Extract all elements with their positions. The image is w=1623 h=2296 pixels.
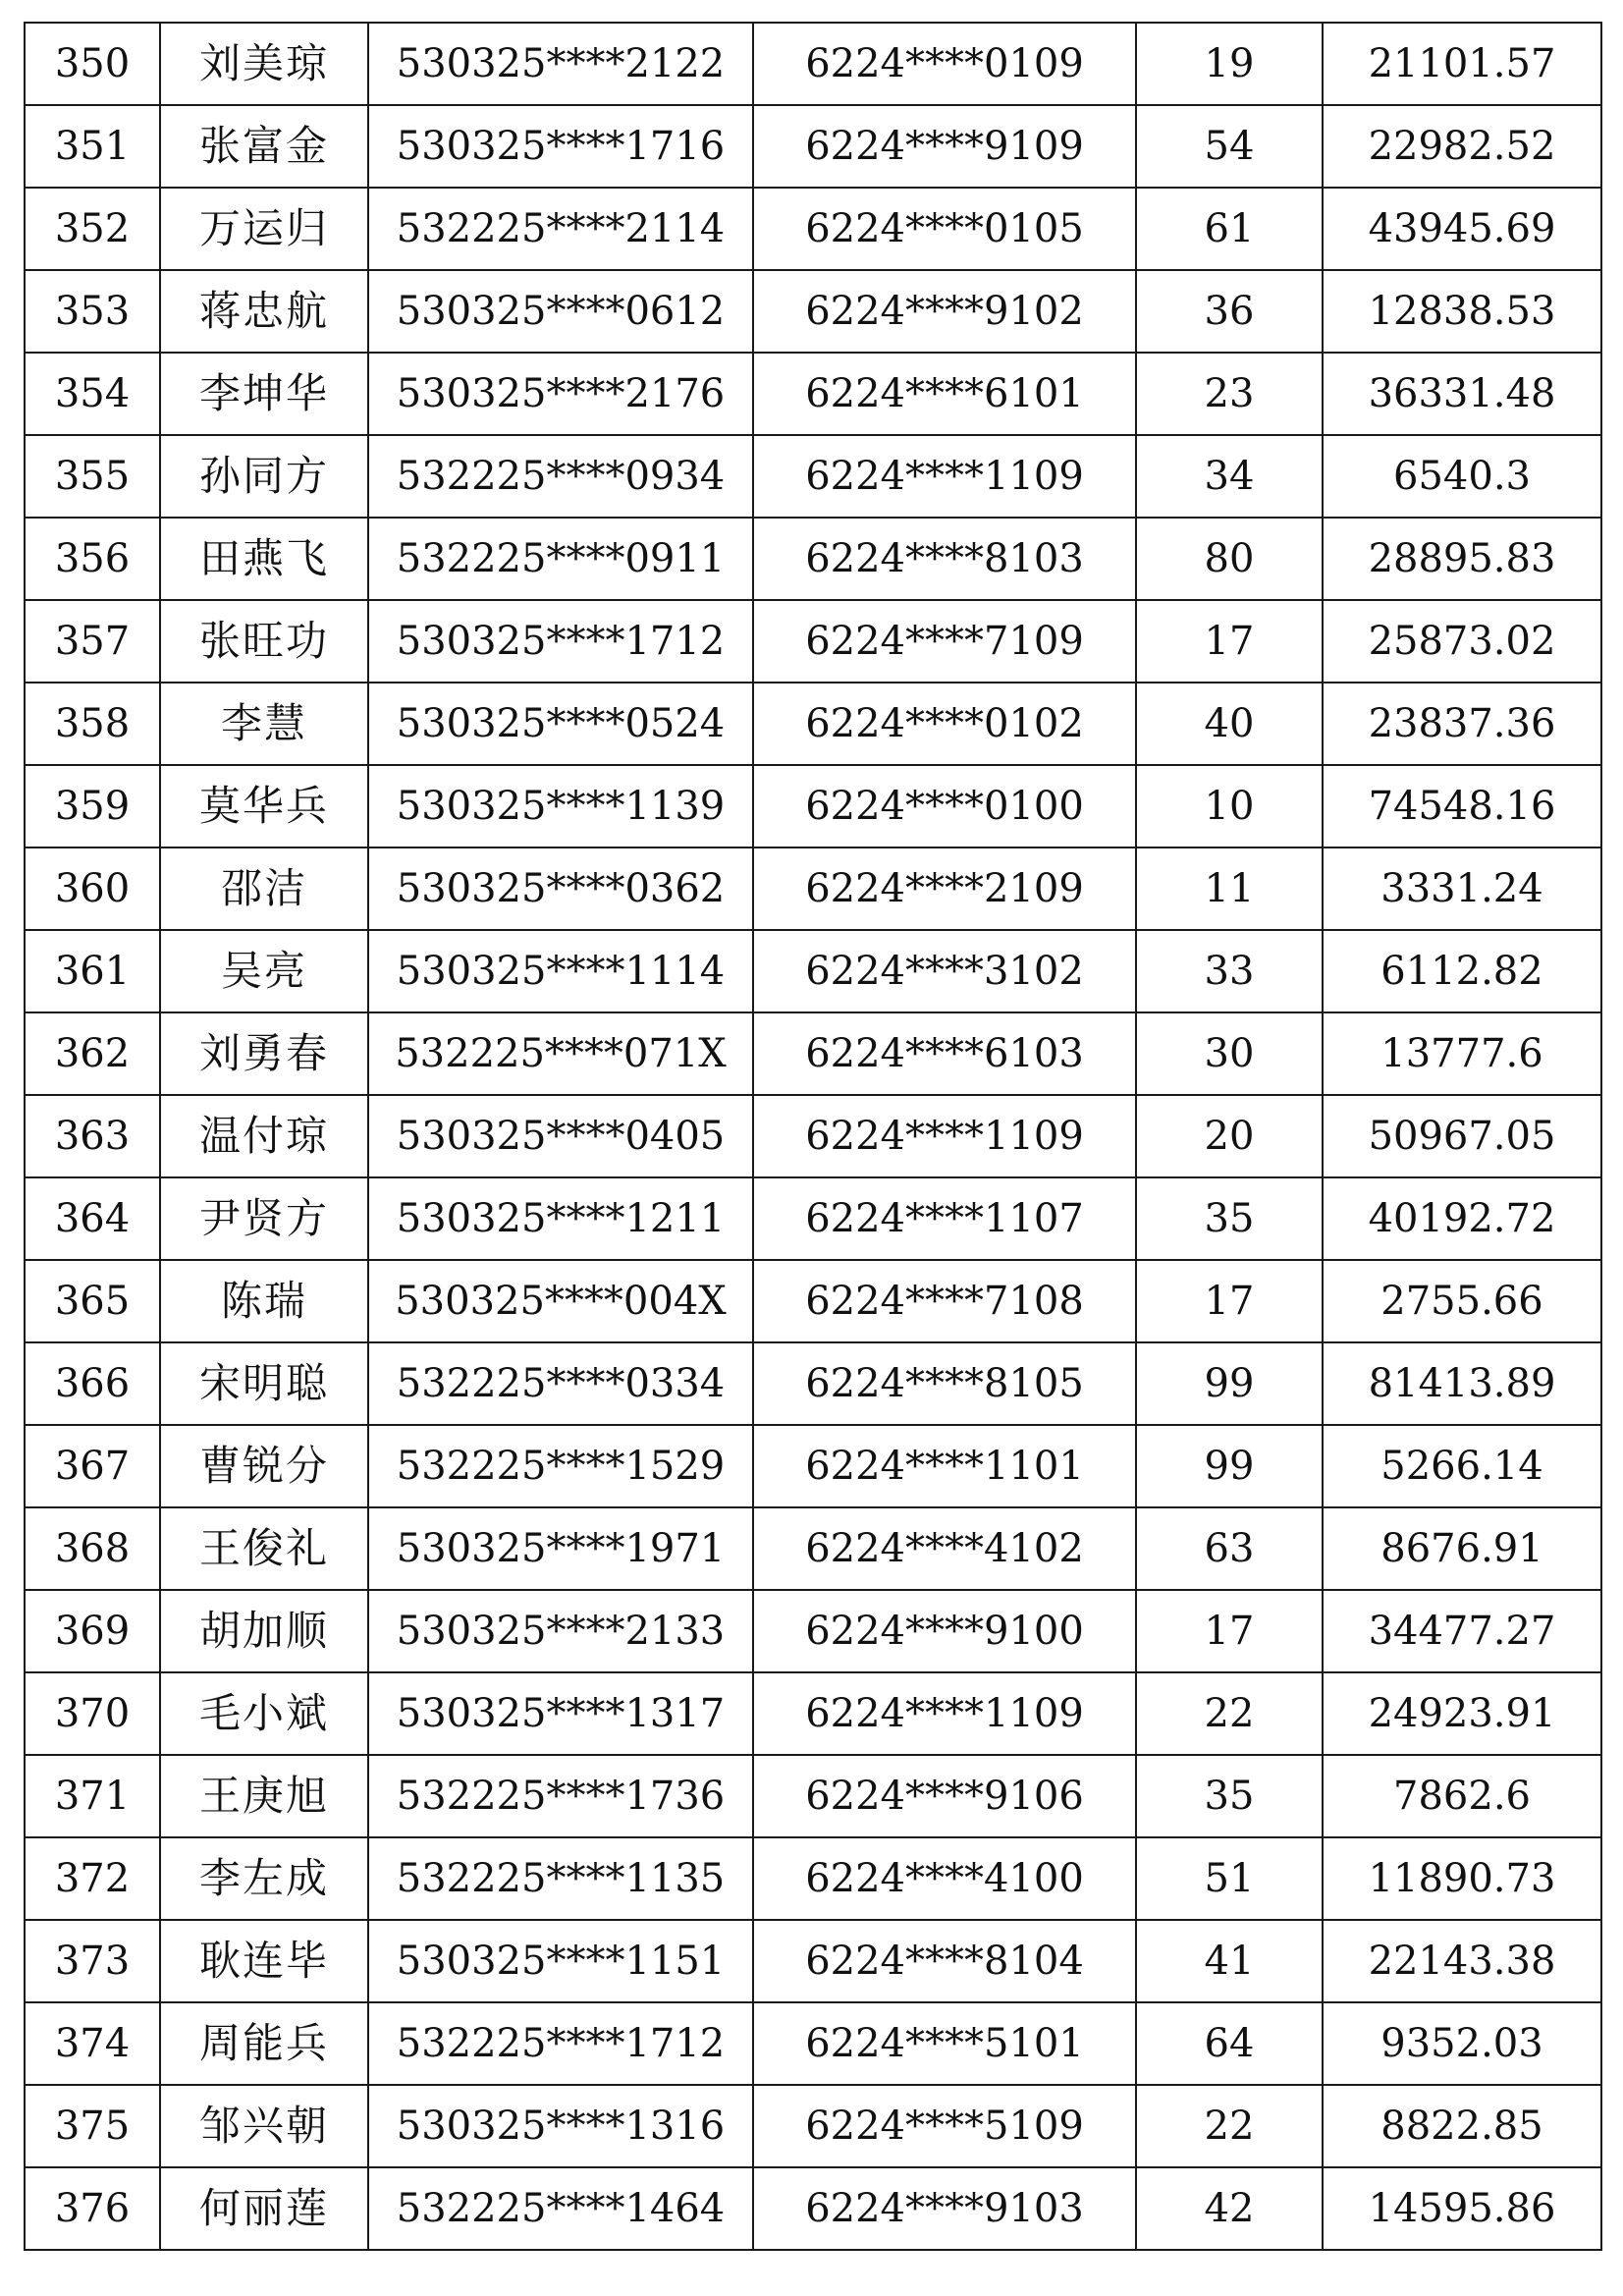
- cell-account-number: 6224****9109: [753, 105, 1136, 188]
- cell-amount: 8822.85: [1323, 2085, 1601, 2167]
- cell-row-number: 362: [25, 1012, 160, 1095]
- table-row: [25, 1507, 1601, 1590]
- cell-name: 何丽莲: [160, 2167, 368, 2250]
- cell-count: 34: [1136, 435, 1323, 518]
- cell-row-number: 353: [25, 270, 160, 353]
- cell-account-number: 6224****1109: [753, 435, 1136, 518]
- cell-count: 35: [1136, 1177, 1323, 1260]
- cell-amount: 6540.3: [1323, 435, 1601, 518]
- cell-account-number: 6224****0109: [753, 23, 1136, 105]
- cell-name: 刘美琼: [160, 23, 368, 105]
- table-row: [25, 1177, 1601, 1260]
- cell-row-number: 369: [25, 1590, 160, 1672]
- cell-id-number: 532225****0911: [368, 518, 753, 600]
- cell-row-number: 367: [25, 1425, 160, 1507]
- cell-count: 11: [1136, 847, 1323, 930]
- cell-amount: 25873.02: [1323, 600, 1601, 683]
- cell-name: 莫华兵: [160, 765, 368, 847]
- cell-account-number: 6224****9100: [753, 1590, 1136, 1672]
- cell-id-number: 532225****1736: [368, 1755, 753, 1837]
- cell-id-number: 530325****1139: [368, 765, 753, 847]
- cell-row-number: 376: [25, 2167, 160, 2250]
- cell-account-number: 6224****4100: [753, 1837, 1136, 1920]
- cell-account-number: 6224****2109: [753, 847, 1136, 930]
- cell-count: 61: [1136, 188, 1323, 270]
- cell-id-number: 532225****1464: [368, 2167, 753, 2250]
- cell-row-number: 356: [25, 518, 160, 600]
- cell-count: 42: [1136, 2167, 1323, 2250]
- cell-name: 张富金: [160, 105, 368, 188]
- cell-amount: 24923.91: [1323, 1672, 1601, 1755]
- cell-count: 20: [1136, 1095, 1323, 1177]
- table-row: [25, 518, 1601, 600]
- table-row: [25, 1012, 1601, 1095]
- cell-count: 36: [1136, 270, 1323, 353]
- cell-amount: 12838.53: [1323, 270, 1601, 353]
- table-row: [25, 1260, 1601, 1342]
- table-row: [25, 1837, 1601, 1920]
- cell-row-number: 365: [25, 1260, 160, 1342]
- cell-name: 刘勇春: [160, 1012, 368, 1095]
- cell-name: 陈瑞: [160, 1260, 368, 1342]
- cell-row-number: 354: [25, 353, 160, 435]
- cell-account-number: 6224****1107: [753, 1177, 1136, 1260]
- table-row: [25, 435, 1601, 518]
- cell-amount: 9352.03: [1323, 2002, 1601, 2085]
- table-row: [25, 270, 1601, 353]
- cell-account-number: 6224****1109: [753, 1095, 1136, 1177]
- cell-amount: 23837.36: [1323, 683, 1601, 765]
- table-row: [25, 1095, 1601, 1177]
- cell-account-number: 6224****6103: [753, 1012, 1136, 1095]
- cell-id-number: 532225****1712: [368, 2002, 753, 2085]
- table-row: [25, 188, 1601, 270]
- cell-count: 63: [1136, 1507, 1323, 1590]
- cell-account-number: 6224****5101: [753, 2002, 1136, 2085]
- cell-amount: 22982.52: [1323, 105, 1601, 188]
- cell-amount: 50967.05: [1323, 1095, 1601, 1177]
- cell-row-number: 366: [25, 1342, 160, 1425]
- cell-id-number: 532225****0334: [368, 1342, 753, 1425]
- cell-id-number: 530325****2122: [368, 23, 753, 105]
- cell-name: 毛小斌: [160, 1672, 368, 1755]
- cell-amount: 11890.73: [1323, 1837, 1601, 1920]
- cell-row-number: 352: [25, 188, 160, 270]
- cell-account-number: 6224****3102: [753, 930, 1136, 1012]
- table-row: [25, 2167, 1601, 2250]
- cell-id-number: 532225****071X: [368, 1012, 753, 1095]
- table-row: [25, 1920, 1601, 2002]
- cell-id-number: 530325****0612: [368, 270, 753, 353]
- cell-name: 张旺功: [160, 600, 368, 683]
- cell-amount: 5266.14: [1323, 1425, 1601, 1507]
- cell-row-number: 360: [25, 847, 160, 930]
- cell-name: 胡加顺: [160, 1590, 368, 1672]
- cell-id-number: 532225****2114: [368, 188, 753, 270]
- cell-account-number: 6224****1101: [753, 1425, 1136, 1507]
- cell-count: 19: [1136, 23, 1323, 105]
- cell-amount: 34477.27: [1323, 1590, 1601, 1672]
- table-row: [25, 600, 1601, 683]
- cell-account-number: 6224****8105: [753, 1342, 1136, 1425]
- cell-count: 22: [1136, 2085, 1323, 2167]
- cell-name: 邹兴朝: [160, 2085, 368, 2167]
- cell-id-number: 530325****1114: [368, 930, 753, 1012]
- cell-name: 李左成: [160, 1837, 368, 1920]
- cell-amount: 36331.48: [1323, 353, 1601, 435]
- cell-amount: 14595.86: [1323, 2167, 1601, 2250]
- cell-row-number: 355: [25, 435, 160, 518]
- cell-id-number: 530325****1316: [368, 2085, 753, 2167]
- cell-name: 吴亮: [160, 930, 368, 1012]
- cell-id-number: 530325****2176: [368, 353, 753, 435]
- cell-name: 宋明聪: [160, 1342, 368, 1425]
- cell-count: 99: [1136, 1342, 1323, 1425]
- cell-account-number: 6224****5109: [753, 2085, 1136, 2167]
- cell-amount: 7862.6: [1323, 1755, 1601, 1837]
- cell-name: 王庚旭: [160, 1755, 368, 1837]
- cell-name: 田燕飞: [160, 518, 368, 600]
- cell-account-number: 6224****1109: [753, 1672, 1136, 1755]
- cell-account-number: 6224****7109: [753, 600, 1136, 683]
- cell-name: 耿连毕: [160, 1920, 368, 2002]
- cell-amount: 40192.72: [1323, 1177, 1601, 1260]
- cell-name: 尹贤方: [160, 1177, 368, 1260]
- table-row: [25, 2002, 1601, 2085]
- cell-count: 99: [1136, 1425, 1323, 1507]
- table-row: [25, 847, 1601, 930]
- cell-amount: 13777.6: [1323, 1012, 1601, 1095]
- cell-name: 曹锐分: [160, 1425, 368, 1507]
- table-row: [25, 1590, 1601, 1672]
- cell-id-number: 532225****0934: [368, 435, 753, 518]
- cell-account-number: 6224****0102: [753, 683, 1136, 765]
- cell-count: 51: [1136, 1837, 1323, 1920]
- cell-amount: 43945.69: [1323, 188, 1601, 270]
- cell-account-number: 6224****9106: [753, 1755, 1136, 1837]
- table-row: [25, 2085, 1601, 2167]
- table-row: [25, 1425, 1601, 1507]
- table-row: [25, 1672, 1601, 1755]
- cell-name: 李慧: [160, 683, 368, 765]
- cell-name: 万运归: [160, 188, 368, 270]
- cell-count: 35: [1136, 1755, 1323, 1837]
- table-row: [25, 23, 1601, 105]
- cell-row-number: 368: [25, 1507, 160, 1590]
- table-row: [25, 683, 1601, 765]
- cell-id-number: 532225****1135: [368, 1837, 753, 1920]
- table-row: [25, 353, 1601, 435]
- cell-row-number: 373: [25, 1920, 160, 2002]
- cell-amount: 21101.57: [1323, 23, 1601, 105]
- cell-count: 17: [1136, 1590, 1323, 1672]
- table-row: [25, 765, 1601, 847]
- cell-account-number: 6224****4102: [753, 1507, 1136, 1590]
- cell-row-number: 361: [25, 930, 160, 1012]
- cell-row-number: 357: [25, 600, 160, 683]
- cell-name: 蒋忠航: [160, 270, 368, 353]
- table-row: [25, 105, 1601, 188]
- cell-account-number: 6224****0100: [753, 765, 1136, 847]
- table-row: [25, 930, 1601, 1012]
- cell-row-number: 375: [25, 2085, 160, 2167]
- cell-id-number: 530325****1211: [368, 1177, 753, 1260]
- cell-count: 17: [1136, 1260, 1323, 1342]
- cell-row-number: 371: [25, 1755, 160, 1837]
- cell-count: 23: [1136, 353, 1323, 435]
- cell-amount: 3331.24: [1323, 847, 1601, 930]
- cell-id-number: 530325****0362: [368, 847, 753, 930]
- cell-name: 李坤华: [160, 353, 368, 435]
- cell-count: 10: [1136, 765, 1323, 847]
- cell-account-number: 6224****8104: [753, 1920, 1136, 2002]
- cell-amount: 2755.66: [1323, 1260, 1601, 1342]
- cell-amount: 6112.82: [1323, 930, 1601, 1012]
- cell-name: 周能兵: [160, 2002, 368, 2085]
- cell-id-number: 530325****1317: [368, 1672, 753, 1755]
- cell-row-number: 359: [25, 765, 160, 847]
- cell-count: 54: [1136, 105, 1323, 188]
- cell-count: 22: [1136, 1672, 1323, 1755]
- cell-id-number: 530325****0405: [368, 1095, 753, 1177]
- cell-row-number: 374: [25, 2002, 160, 2085]
- cell-account-number: 6224****9102: [753, 270, 1136, 353]
- cell-account-number: 6224****9103: [753, 2167, 1136, 2250]
- cell-account-number: 6224****7108: [753, 1260, 1136, 1342]
- cell-id-number: 532225****1529: [368, 1425, 753, 1507]
- cell-row-number: 358: [25, 683, 160, 765]
- cell-count: 80: [1136, 518, 1323, 600]
- cell-count: 33: [1136, 930, 1323, 1012]
- cell-id-number: 530325****2133: [368, 1590, 753, 1672]
- cell-id-number: 530325****1712: [368, 600, 753, 683]
- cell-row-number: 372: [25, 1837, 160, 1920]
- cell-account-number: 6224****0105: [753, 188, 1136, 270]
- cell-name: 孙同方: [160, 435, 368, 518]
- cell-id-number: 530325****1716: [368, 105, 753, 188]
- cell-account-number: 6224****8103: [753, 518, 1136, 600]
- cell-amount: 74548.16: [1323, 765, 1601, 847]
- cell-count: 64: [1136, 2002, 1323, 2085]
- cell-amount: 81413.89: [1323, 1342, 1601, 1425]
- cell-row-number: 370: [25, 1672, 160, 1755]
- data-table: [24, 22, 1602, 2251]
- cell-count: 30: [1136, 1012, 1323, 1095]
- cell-row-number: 350: [25, 23, 160, 105]
- cell-row-number: 351: [25, 105, 160, 188]
- table-row: [25, 1755, 1601, 1837]
- table-body: [25, 23, 1601, 2250]
- cell-count: 40: [1136, 683, 1323, 765]
- cell-count: 17: [1136, 600, 1323, 683]
- cell-id-number: 530325****1971: [368, 1507, 753, 1590]
- cell-name: 邵洁: [160, 847, 368, 930]
- cell-name: 王俊礼: [160, 1507, 368, 1590]
- cell-id-number: 530325****0524: [368, 683, 753, 765]
- cell-id-number: 530325****1151: [368, 1920, 753, 2002]
- cell-amount: 8676.91: [1323, 1507, 1601, 1590]
- cell-row-number: 364: [25, 1177, 160, 1260]
- cell-amount: 22143.38: [1323, 1920, 1601, 2002]
- cell-account-number: 6224****6101: [753, 353, 1136, 435]
- table-row: [25, 1342, 1601, 1425]
- cell-id-number: 530325****004X: [368, 1260, 753, 1342]
- cell-row-number: 363: [25, 1095, 160, 1177]
- cell-count: 41: [1136, 1920, 1323, 2002]
- cell-amount: 28895.83: [1323, 518, 1601, 600]
- cell-name: 温付琼: [160, 1095, 368, 1177]
